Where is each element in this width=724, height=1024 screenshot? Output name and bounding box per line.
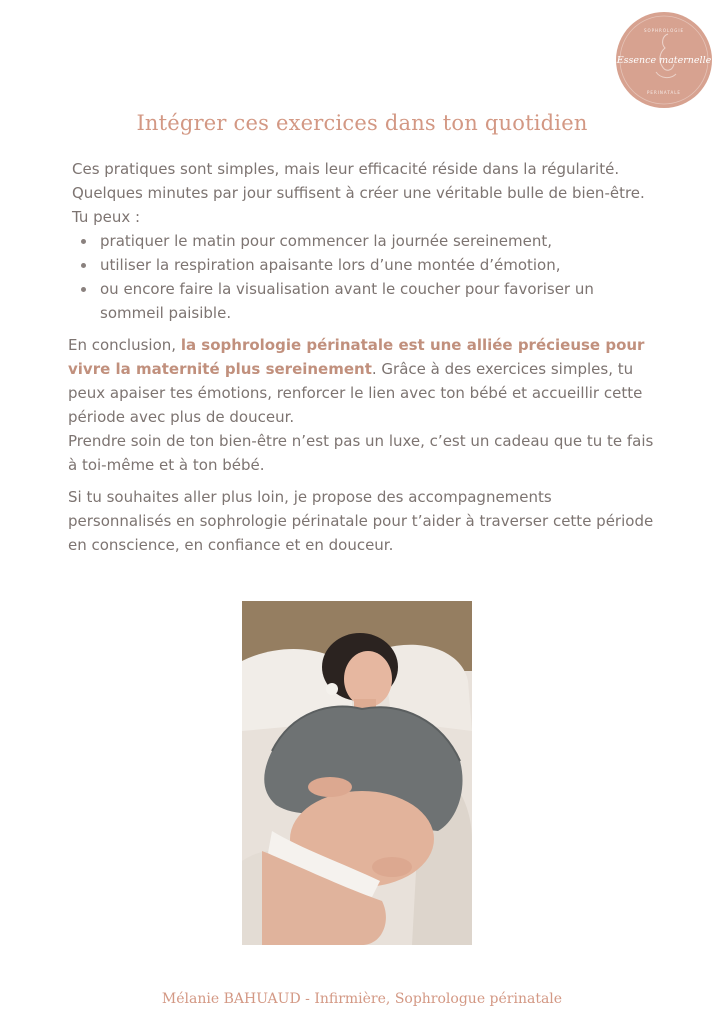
conclusion-second-paragraph: Prendre soin de ton bien-être n’est pas un luxe, c’est un cadeau que tu te fais à toi-même et à ton bébé. <box>68 432 654 474</box>
intro-section <box>72 157 662 325</box>
tip-item-visualisation: ou encore faire la visualisation avant le coucher pour favoriser un sommeil paisible. <box>100 277 662 325</box>
logo-text: Essence maternelle <box>616 55 712 66</box>
tip-item-breathing: utiliser la respiration apaisante lors d’une montée d’émotion, <box>100 253 662 277</box>
logo-ring-top: SOPHROLOGIE <box>643 28 685 33</box>
closing-paragraph: Si tu souhaites aller plus loin, je propose des accompagnements personnalisés en sophrologie périnatale pour t’aider à traverser cette période en conscience, en confiance et en douceur. <box>68 488 654 554</box>
tip-item-morning: pratiquer le matin pour commencer la journée sereinement, <box>100 229 662 253</box>
conclusion-lead: En conclusion, <box>68 336 181 354</box>
closing-section <box>68 485 658 557</box>
conclusion-paragraph <box>68 333 658 429</box>
conclusion-highlight: la sophrologie périnatale est une alliée précieuse pour vivre la maternité plus sereinement <box>68 336 645 378</box>
author-footer: Mélanie BAHUAUD - Infirmière, Sophrologue périnatale <box>161 991 563 1007</box>
intro-paragraph: Ces pratiques sont simples, mais leur efficacité réside dans la régularité. Quelques minutes par jour suffisent à créer une véritable bulle de bien-être. Tu peux : <box>72 160 645 226</box>
logo-ring-bottom: PERINATALE <box>647 90 681 95</box>
conclusion-section <box>68 333 658 477</box>
pregnant-woman-photo <box>242 601 472 945</box>
page-title: Intégrer ces exercices dans ton quotidien <box>136 111 588 135</box>
tips-list <box>72 229 662 325</box>
conclusion-rest: . Grâce à des exercices simples, tu peux apaiser tes émotions, renforcer le lien avec ton bébé et accueillir cette période avec plus de douceur. <box>68 360 643 426</box>
brand-logo <box>616 12 712 108</box>
